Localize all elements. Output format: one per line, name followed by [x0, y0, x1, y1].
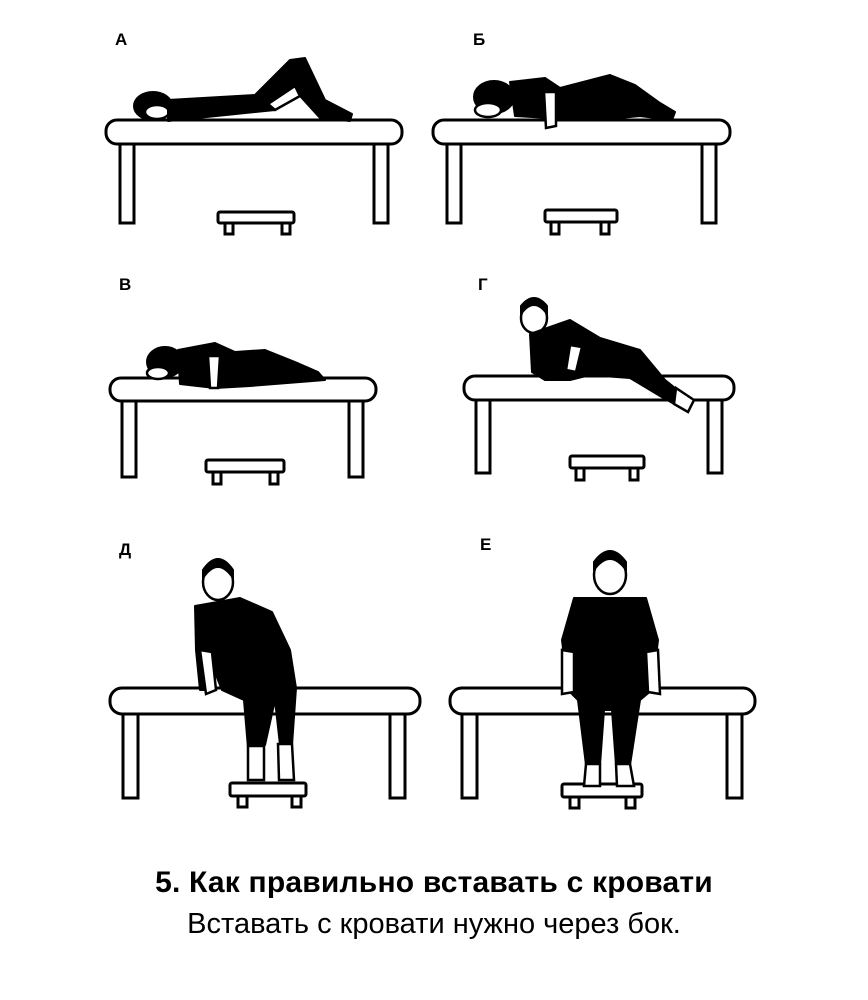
- panel-g-illustration: [464, 298, 734, 480]
- panel-label-g: Г: [478, 275, 488, 294]
- panel-e-illustration: [450, 551, 755, 808]
- figure-d-standing-up: [195, 559, 296, 780]
- step-stool-v: [206, 460, 284, 484]
- figure-a-lying-on-back: [134, 58, 352, 121]
- step-stool-g: [570, 456, 644, 480]
- bed-a: [106, 120, 402, 223]
- panel-b-illustration: [433, 75, 730, 234]
- panel-label-e: Е: [480, 535, 492, 554]
- caption-subtitle: Вставать с кровати нужно через бок.: [187, 908, 681, 940]
- panel-label-a: А: [115, 30, 128, 49]
- panel-a-illustration: [106, 58, 402, 234]
- bed-b: [433, 120, 730, 223]
- caption-title: 5. Как правильно вставать с кровати: [155, 866, 713, 899]
- step-stool-b: [545, 210, 617, 234]
- step-stool-a: [218, 212, 294, 234]
- figure-e-sitting-on-edge: [562, 551, 660, 786]
- panel-label-d: Д: [119, 540, 132, 559]
- step-stool-e: [562, 784, 642, 808]
- panel-d-illustration: [110, 559, 420, 807]
- step-stool-d: [230, 783, 306, 807]
- panel-v-illustration: [110, 343, 376, 484]
- panel-label-b: Б: [473, 30, 486, 49]
- panel-label-v: В: [119, 275, 132, 294]
